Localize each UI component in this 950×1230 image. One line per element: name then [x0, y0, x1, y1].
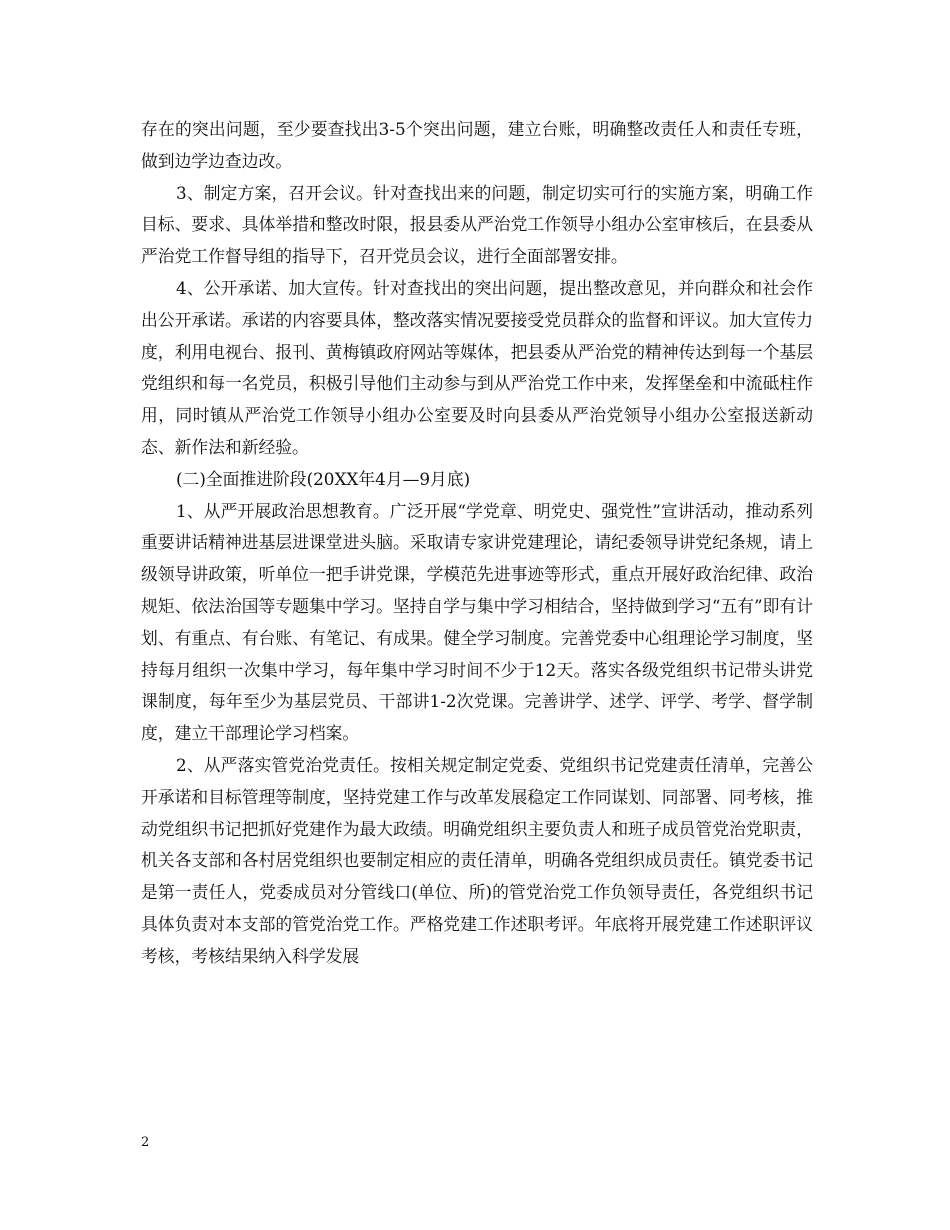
paragraph-item-2: 2、从严落实管党治党责任。按相关规定制定党委、党组织书记党建责任清单，完善公开承诺和目标管理等制度，坚持党建工作与改革发展稳定工作同谋划、同部署、同考核，推动党组织书记把抓好党建作为最大政绩。明确党组织主要负责人和班子成员管党治党职责，机关各支部和各村居党组织也要制定相应的责任清单，明确各党组织成员责任。镇党委书记是第一责任人，党委成员对分管线口(单位、所)的管党治党工作负领导责任，各党组织书记具体负责对本支部的管党治党工作。严格党建工作述职考评。年底将开展党建工作述职评议考核，考核结果纳入科学发展	[141, 754, 813, 966]
section-heading-phase-2: (二)全面推进阶段(20XX年4月—9月底)	[176, 468, 471, 489]
paragraph-step-4: 4、公开承诺、加大宣传。针对查找出的突出问题，提出整改意见，并向群众和社会作出公开承诺。承诺的内容要具体，整改落实情况要接受党员群众的监督和评议。加大宣传力度，利用电视台、报刊、黄梅镇政府网站等媒体，把县委从严治党的精神传达到每一个基层党组织和每一名党员，积极引导他们主动参与到从严治党工作中来，发挥堡垒和中流砥柱作用，同时镇从严治党工作领导小组办公室要及时向县委从严治党领导小组办公室报送新动态、新作法和新经验。	[141, 277, 813, 457]
paragraph-step-3: 3、制定方案，召开会议。针对查找出来的问题，制定切实可行的实施方案，明确工作目标、要求、具体举措和整改时限，报县委从严治党工作领导小组办公室审核后，在县委从严治党工作督导组的指导下，召开党员会议，进行全面部署安排。	[141, 182, 813, 267]
page-number: 2	[141, 1135, 150, 1150]
paragraph-item-1: 1、从严开展政治思想教育。广泛开展“学党章、明党史、强党性”宣讲活动，推动系列重要讲话精神进基层进课堂进头脑。采取请专家讲党建理论，请纪委领导讲党纪条规，请上级领导讲政策，听单位一把手讲党课，学模范先进事迹等形式，重点开展好政治纪律、政治规矩、依法治国等专题集中学习。坚持自学与集中学习相结合，坚持做到学习“五有”即有计划、有重点、有台账、有笔记、有成果。健全学习制度。完善党委中心组理论学习制度，坚持每月组织一次集中学习，每年集中学习时间不少于12天。落实各级党组织书记带头讲党课制度，每年至少为基层党员、干部讲1-2次党课。完善讲学、述学、评学、考学、督学制度，建立干部理论学习档案。	[141, 500, 813, 744]
document-body	[141, 114, 813, 973]
paragraph-continuation: 存在的突出问题，至少要查找出3-5个突出问题，建立台账，明确整改责任人和责任专班，做到边学边查边改。	[141, 119, 813, 171]
